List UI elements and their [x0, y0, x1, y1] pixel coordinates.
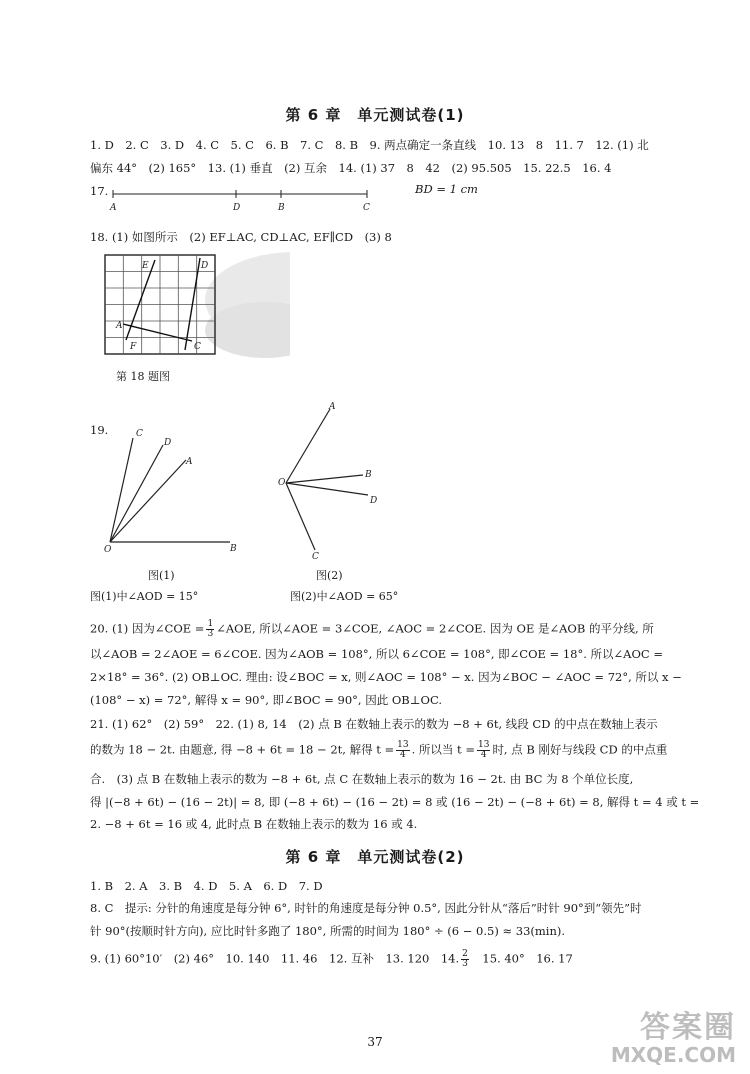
- q17-answer: BD = 1 cm: [415, 182, 478, 196]
- s2-line-1: 1. B 2. A 3. B 4. D 5. A 6. D 7. D: [90, 879, 323, 893]
- fraction: $\frac{2}{3}$: [462, 949, 468, 969]
- q18-grid-figure: [100, 250, 290, 368]
- q21-line-4: 得 |(−8 + 6t) − (16 − 2t)| = 8, 即 (−8 + 6t) − (16 − 2t) = 8 或 (16 − 2t) − (−8 + 6t) = 8, 解得 t = 4 或 t =: [90, 795, 700, 809]
- q17-segment-figure: [105, 180, 395, 216]
- fraction: $\frac{1}{3}$: [207, 619, 214, 639]
- point-label: C: [136, 429, 143, 439]
- q20-line-3: 2×18° = 36°. (2) OB⊥OC. 理由: 设∠BOC = x, 则∠AOC = 108° − x. 因为∠BOC − ∠AOC = 72°, 所以 x −: [90, 670, 682, 684]
- s2-line-2: 8. C 提示: 分针的角速度是每分钟 6°, 时针的角速度是每分钟 0.5°, 因此分针从“落后”时针 90°到“领先”时: [90, 901, 642, 915]
- q20-line-1: 20. (1) 因为∠COE = $\frac{1}{3}$ ∠AOE, 所以∠AOE = 3∠COE, ∠AOC = 2∠COE. 因为 OE 是∠AOB 的平分线, 所: [90, 619, 654, 639]
- point-label: D: [370, 496, 378, 506]
- fig1-label: 图(1): [148, 569, 175, 582]
- fig2-caption: 图(2)中∠AOD = 65°: [290, 590, 399, 603]
- point-label: O: [104, 545, 112, 555]
- q18-text: 18. (1) 如图所示 (2) EF⊥AC, CD⊥AC, EF∥CD (3) 8: [90, 230, 392, 244]
- q18-caption: 第 18 题图: [116, 370, 170, 383]
- watermark: [611, 1012, 736, 1066]
- point-label: C: [312, 552, 319, 562]
- point-label: B: [278, 203, 285, 213]
- point-label: F: [130, 342, 137, 352]
- point-label: A: [116, 321, 123, 331]
- point-label: A: [186, 457, 193, 467]
- q20-line-4: (108° − x) = 72°, 解得 x = 90°, 即∠BOC = 90°, 因此 OB⊥OC.: [90, 693, 443, 707]
- fig2-label: 图(2): [316, 569, 343, 582]
- fraction: $\frac{13}{4}$: [397, 740, 409, 760]
- q21-line-3: 合. (3) 点 B 在数轴上表示的数为 −8 + 6t, 点 C 在数轴上表示的数为 16 − 2t. 由 BC 为 8 个单位长度,: [90, 772, 634, 786]
- section2-title: 第 6 章 单元测试卷(2): [285, 848, 465, 866]
- page-number: 37: [367, 1035, 383, 1049]
- q19-number: 19.: [90, 423, 109, 437]
- point-label: C: [363, 203, 370, 213]
- point-label: B: [230, 544, 237, 554]
- q19-figure-2: [270, 395, 390, 565]
- s2-line-4: 9. (1) 60°10′ (2) 46° 10. 140 11. 46 12. 互补 13. 120 14. $\frac{2}{3}$ 15. 40° 16. 17: [90, 949, 573, 969]
- point-label: D: [164, 438, 172, 448]
- q21-line-1: 21. (1) 62° (2) 59° 22. (1) 8, 14 (2) 点 B 在数轴上表示的数为 −8 + 6t, 线段 CD 的中点在数轴上表示: [90, 717, 658, 731]
- point-label: B: [365, 470, 372, 480]
- fraction: $\frac{13}{4}$: [477, 740, 490, 760]
- point-label: D: [201, 261, 209, 271]
- watermark-text: 答案圈: [640, 1010, 736, 1045]
- q21-line-2: 的数为 18 − 2t. 由题意, 得 −8 + 6t = 18 − 2t, 解得 t = $\frac{13}{4}$ . 所以当 t = $\frac{13}{4}$ 时, 点 B 刚好与线段 CD 的中点重: [90, 740, 668, 760]
- s2-line-3: 针 90°(按顺时针方向), 应比时针多跑了 180°, 所需的时间为 180° ÷ (6 − 0.5) ≈ 33(min).: [90, 924, 566, 938]
- answers-line-1: 1. D 2. C 3. D 4. C 5. C 6. B 7. C 8. B 9. 两点确定一条直线 10. 13 8 11. 7 12. (1) 北: [90, 138, 649, 152]
- point-label: A: [329, 402, 336, 412]
- q20-line-2: 以∠AOB = 2∠AOE = 6∠COE. 因为∠AOB = 108°, 所以 6∠COE = 108°, 即∠COE = 18°. 所以∠AOC =: [90, 647, 663, 661]
- section1-title: 第 6 章 单元测试卷(1): [285, 106, 465, 124]
- q19-figure-1: [100, 420, 260, 560]
- point-label: O: [278, 478, 286, 488]
- q21-line-5: 2. −8 + 6t = 16 或 4, 此时点 B 在数轴上表示的数为 16 或 4.: [90, 817, 418, 831]
- point-label: C: [194, 342, 201, 352]
- point-label: E: [142, 261, 149, 271]
- q17-number: 17.: [90, 184, 109, 198]
- watermark-url: MXQE.COM: [610, 1043, 736, 1067]
- point-label: D: [233, 203, 241, 213]
- point-label: A: [110, 203, 117, 213]
- answers-line-2: 偏东 44° (2) 165° 13. (1) 垂直 (2) 互余 14. (1) 37 8 42 (2) 95.505 15. 22.5 16. 4: [90, 161, 612, 175]
- fig1-caption: 图(1)中∠AOD = 15°: [90, 590, 199, 603]
